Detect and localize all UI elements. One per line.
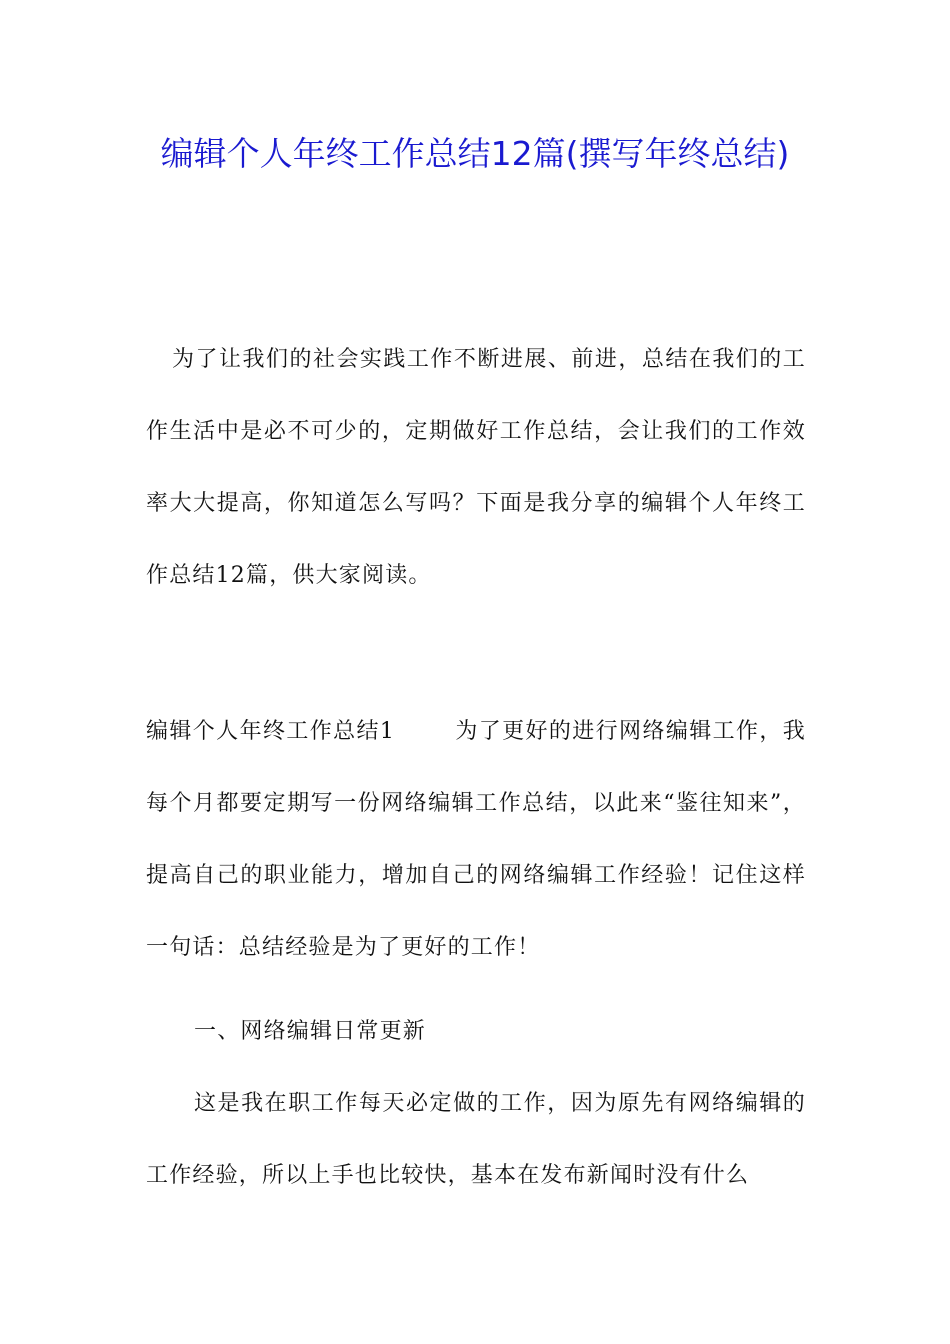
daily-updates-paragraph: 这是我在职工作每天必定做的工作，因为原先有网络编辑的工作经验，所以上手也比较快，基本在发布新闻时没有什么 — [146, 1091, 806, 1188]
intro-paragraph: 为了让我们的社会实践工作不断进展、前进，总结在我们的工作生活中是必不可少的，定期做好工作总结，会让我们的工作效率大大提高，你知道怎么写吗？下面是我分享的编辑个人年终工作总结12篇，供大家阅读。 — [146, 347, 806, 588]
document-title: 编辑个人年终工作总结12篇(撰写年终总结) — [160, 134, 790, 173]
section-1-text: 为了更好的进行网络编辑工作，我每个月都要定期写一份网络编辑工作总结，以此来“鉴往知来”，提高自己的职业能力，增加自己的网络编辑工作经验！记住这样一句话：总结经验是为了更好的工作！ — [146, 719, 806, 960]
section-1-label: 编辑个人年终工作总结1 — [146, 719, 396, 744]
subheading-daily-updates: 一、网络编辑日常更新 — [194, 1019, 427, 1044]
section-1-paragraph — [146, 696, 806, 984]
